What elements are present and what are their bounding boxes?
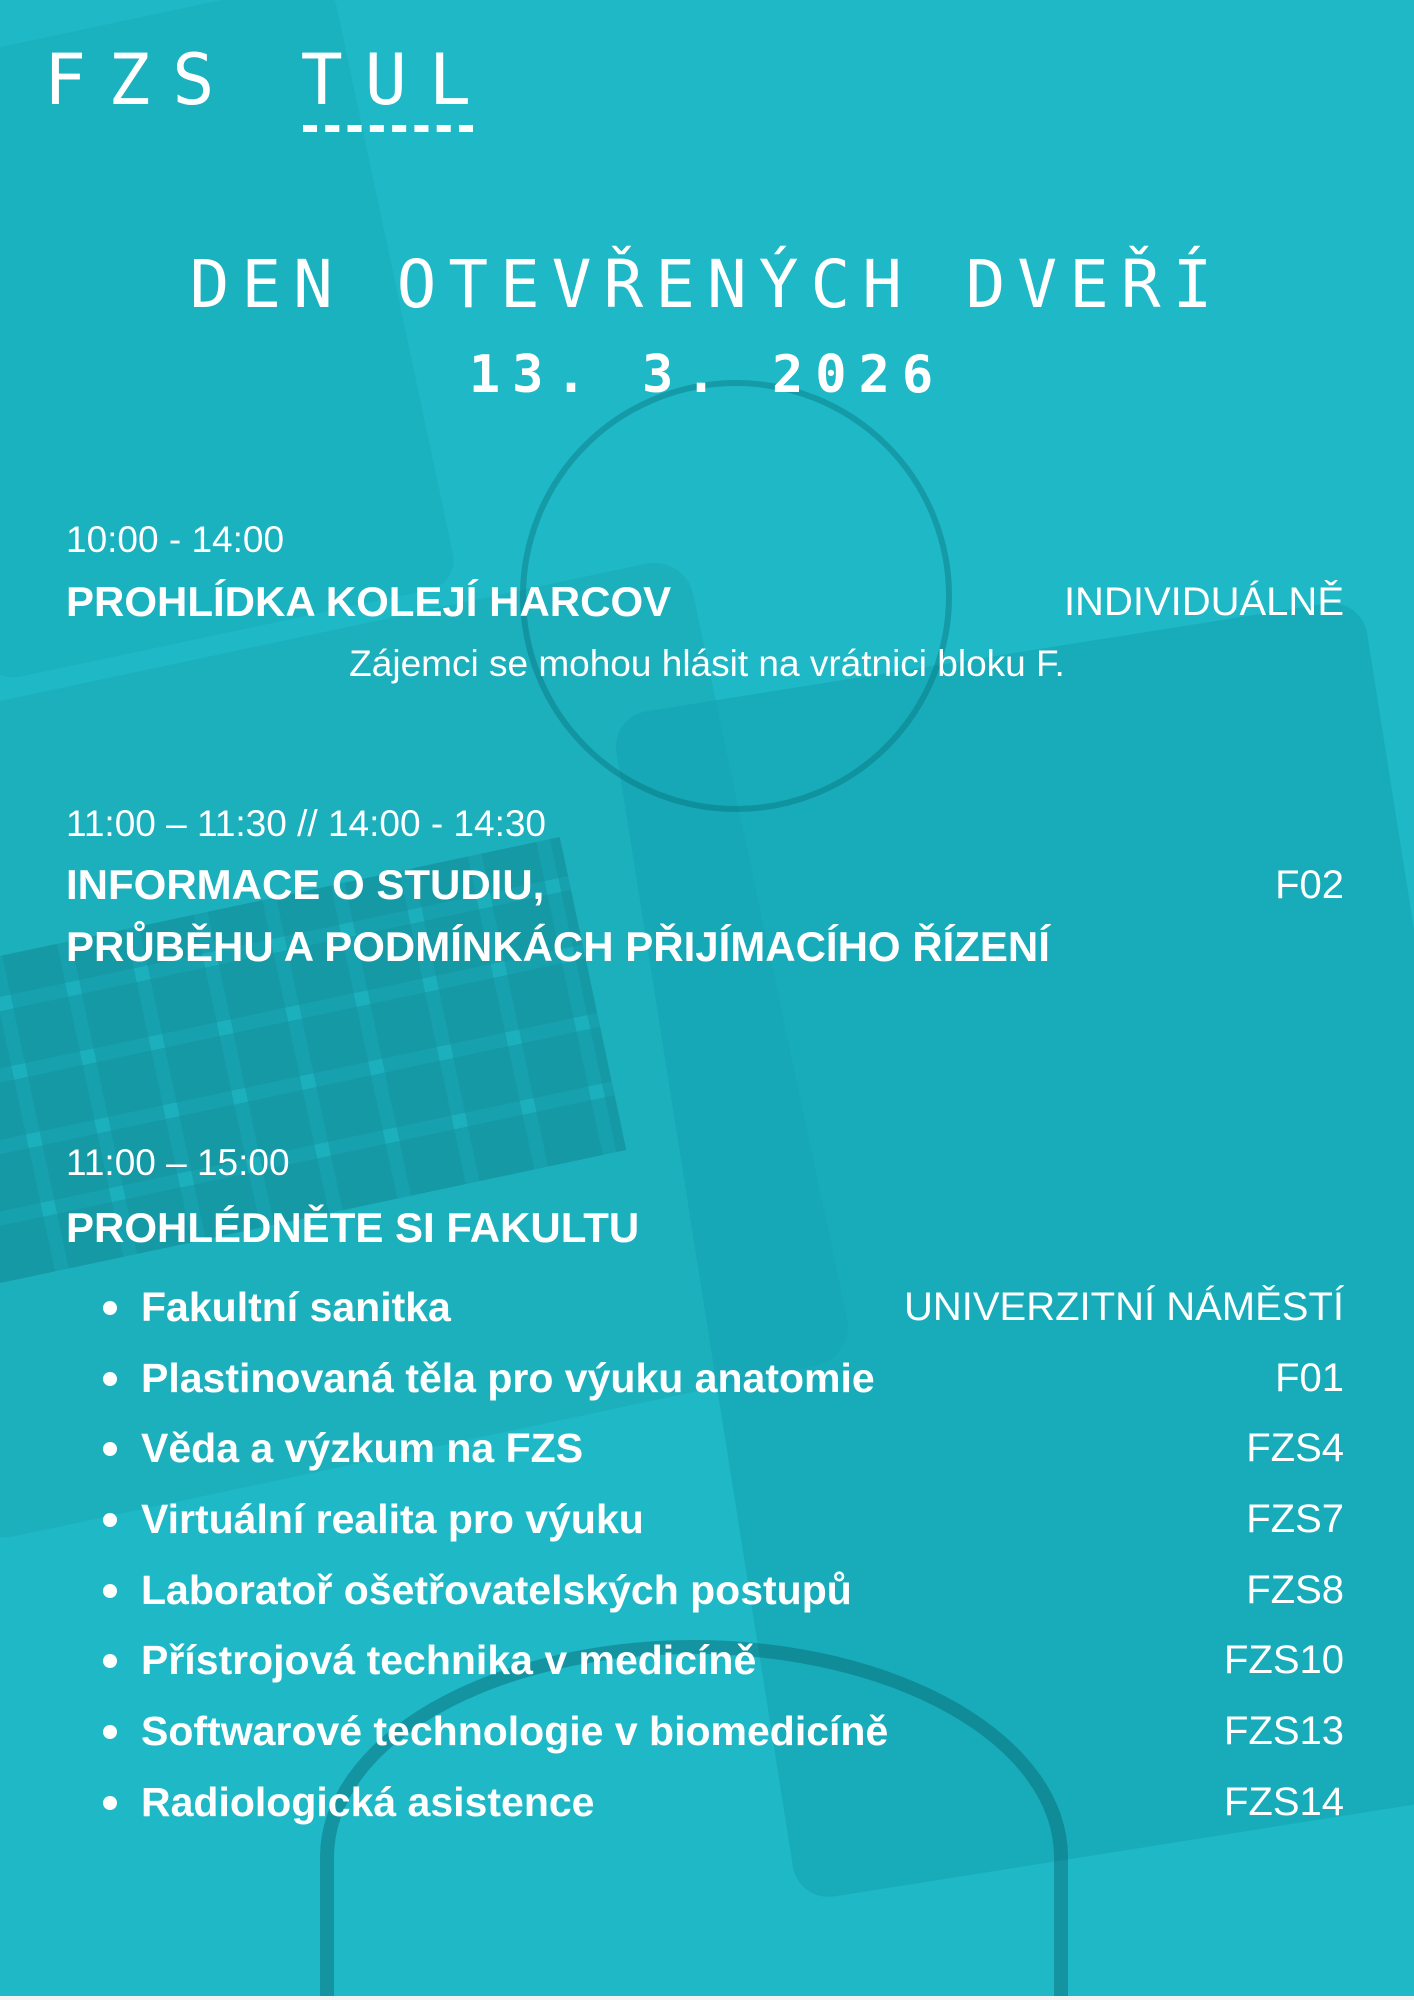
section-1-heading: PROHLÍDKA KOLEJÍ HARCOV (66, 578, 672, 625)
section-1-note: Zájemci se mohou hlásit na vrátnici bloku F. (349, 643, 1065, 684)
section-2-time: 11:00 – 11:30 // 14:00 - 14:30 (66, 803, 547, 844)
activity-room: FZS7 (1246, 1497, 1344, 1542)
activity-list (98, 1272, 1344, 1838)
bullet-icon (103, 1513, 117, 1527)
activity-room: F01 (1275, 1355, 1344, 1400)
activity-room: FZS10 (1223, 1638, 1344, 1683)
event-date: 13. 3. 2026 (468, 345, 946, 405)
bullet-icon (103, 1584, 117, 1598)
activity-name: Věda a výzkum na FZS (141, 1425, 584, 1472)
section-3-time: 11:00 – 15:00 (66, 1142, 290, 1183)
logo-tul: TUL (300, 39, 494, 121)
activity-room: FZS13 (1223, 1709, 1344, 1754)
activity-name: Radiologická asistence (141, 1778, 595, 1825)
list-item (98, 1767, 1344, 1838)
activity-room: FZS4 (1246, 1426, 1344, 1471)
page-title: DEN OTEVŘENÝCH DVEŘÍ (189, 246, 1225, 323)
activity-room: FZS8 (1246, 1567, 1344, 1612)
activity-name: Softwarové technologie v biomedicíně (141, 1708, 889, 1755)
list-item (98, 1625, 1344, 1696)
section-1-location: INDIVIDUÁLNĚ (1063, 580, 1344, 624)
activity-room: UNIVERZITNÍ NÁMĚSTÍ (903, 1285, 1344, 1329)
section-3-heading: PROHLÉDNĚTE SI FAKULTU (66, 1204, 640, 1251)
bullet-icon (103, 1654, 117, 1668)
bullet-icon (103, 1301, 117, 1315)
list-item (98, 1555, 1344, 1626)
list-item (98, 1272, 1344, 1343)
section-2-heading-line2: PRŮBĚHU A PODMÍNKÁCH PŘIJÍMACÍHO ŘÍZENÍ (66, 923, 1050, 970)
activity-name: Laboratoř ošetřovatelských postupů (141, 1566, 852, 1613)
activity-name: Fakultní sanitka (141, 1284, 451, 1330)
list-item (98, 1413, 1344, 1484)
list-item (98, 1484, 1344, 1555)
section-1-time: 10:00 - 14:00 (66, 519, 285, 560)
bullet-icon (103, 1442, 117, 1456)
list-item (98, 1343, 1344, 1414)
activity-name: Plastinovaná těla pro výuku anatomie (141, 1354, 875, 1401)
bullet-icon (103, 1372, 117, 1386)
list-item (98, 1696, 1344, 1767)
bullet-icon (103, 1796, 117, 1810)
section-2-location: F02 (1275, 863, 1344, 907)
logo-fzs: FZS (44, 39, 237, 121)
bottom-divider (0, 1996, 1414, 2000)
section-2-heading-line1: INFORMACE O STUDIU, (66, 861, 545, 908)
activity-name: Virtuální realita pro výuku (141, 1496, 644, 1543)
activity-room: FZS14 (1223, 1779, 1344, 1824)
activity-name: Přístrojová technika v medicíně (141, 1637, 757, 1684)
logo (44, 40, 493, 120)
bullet-icon (103, 1725, 117, 1739)
